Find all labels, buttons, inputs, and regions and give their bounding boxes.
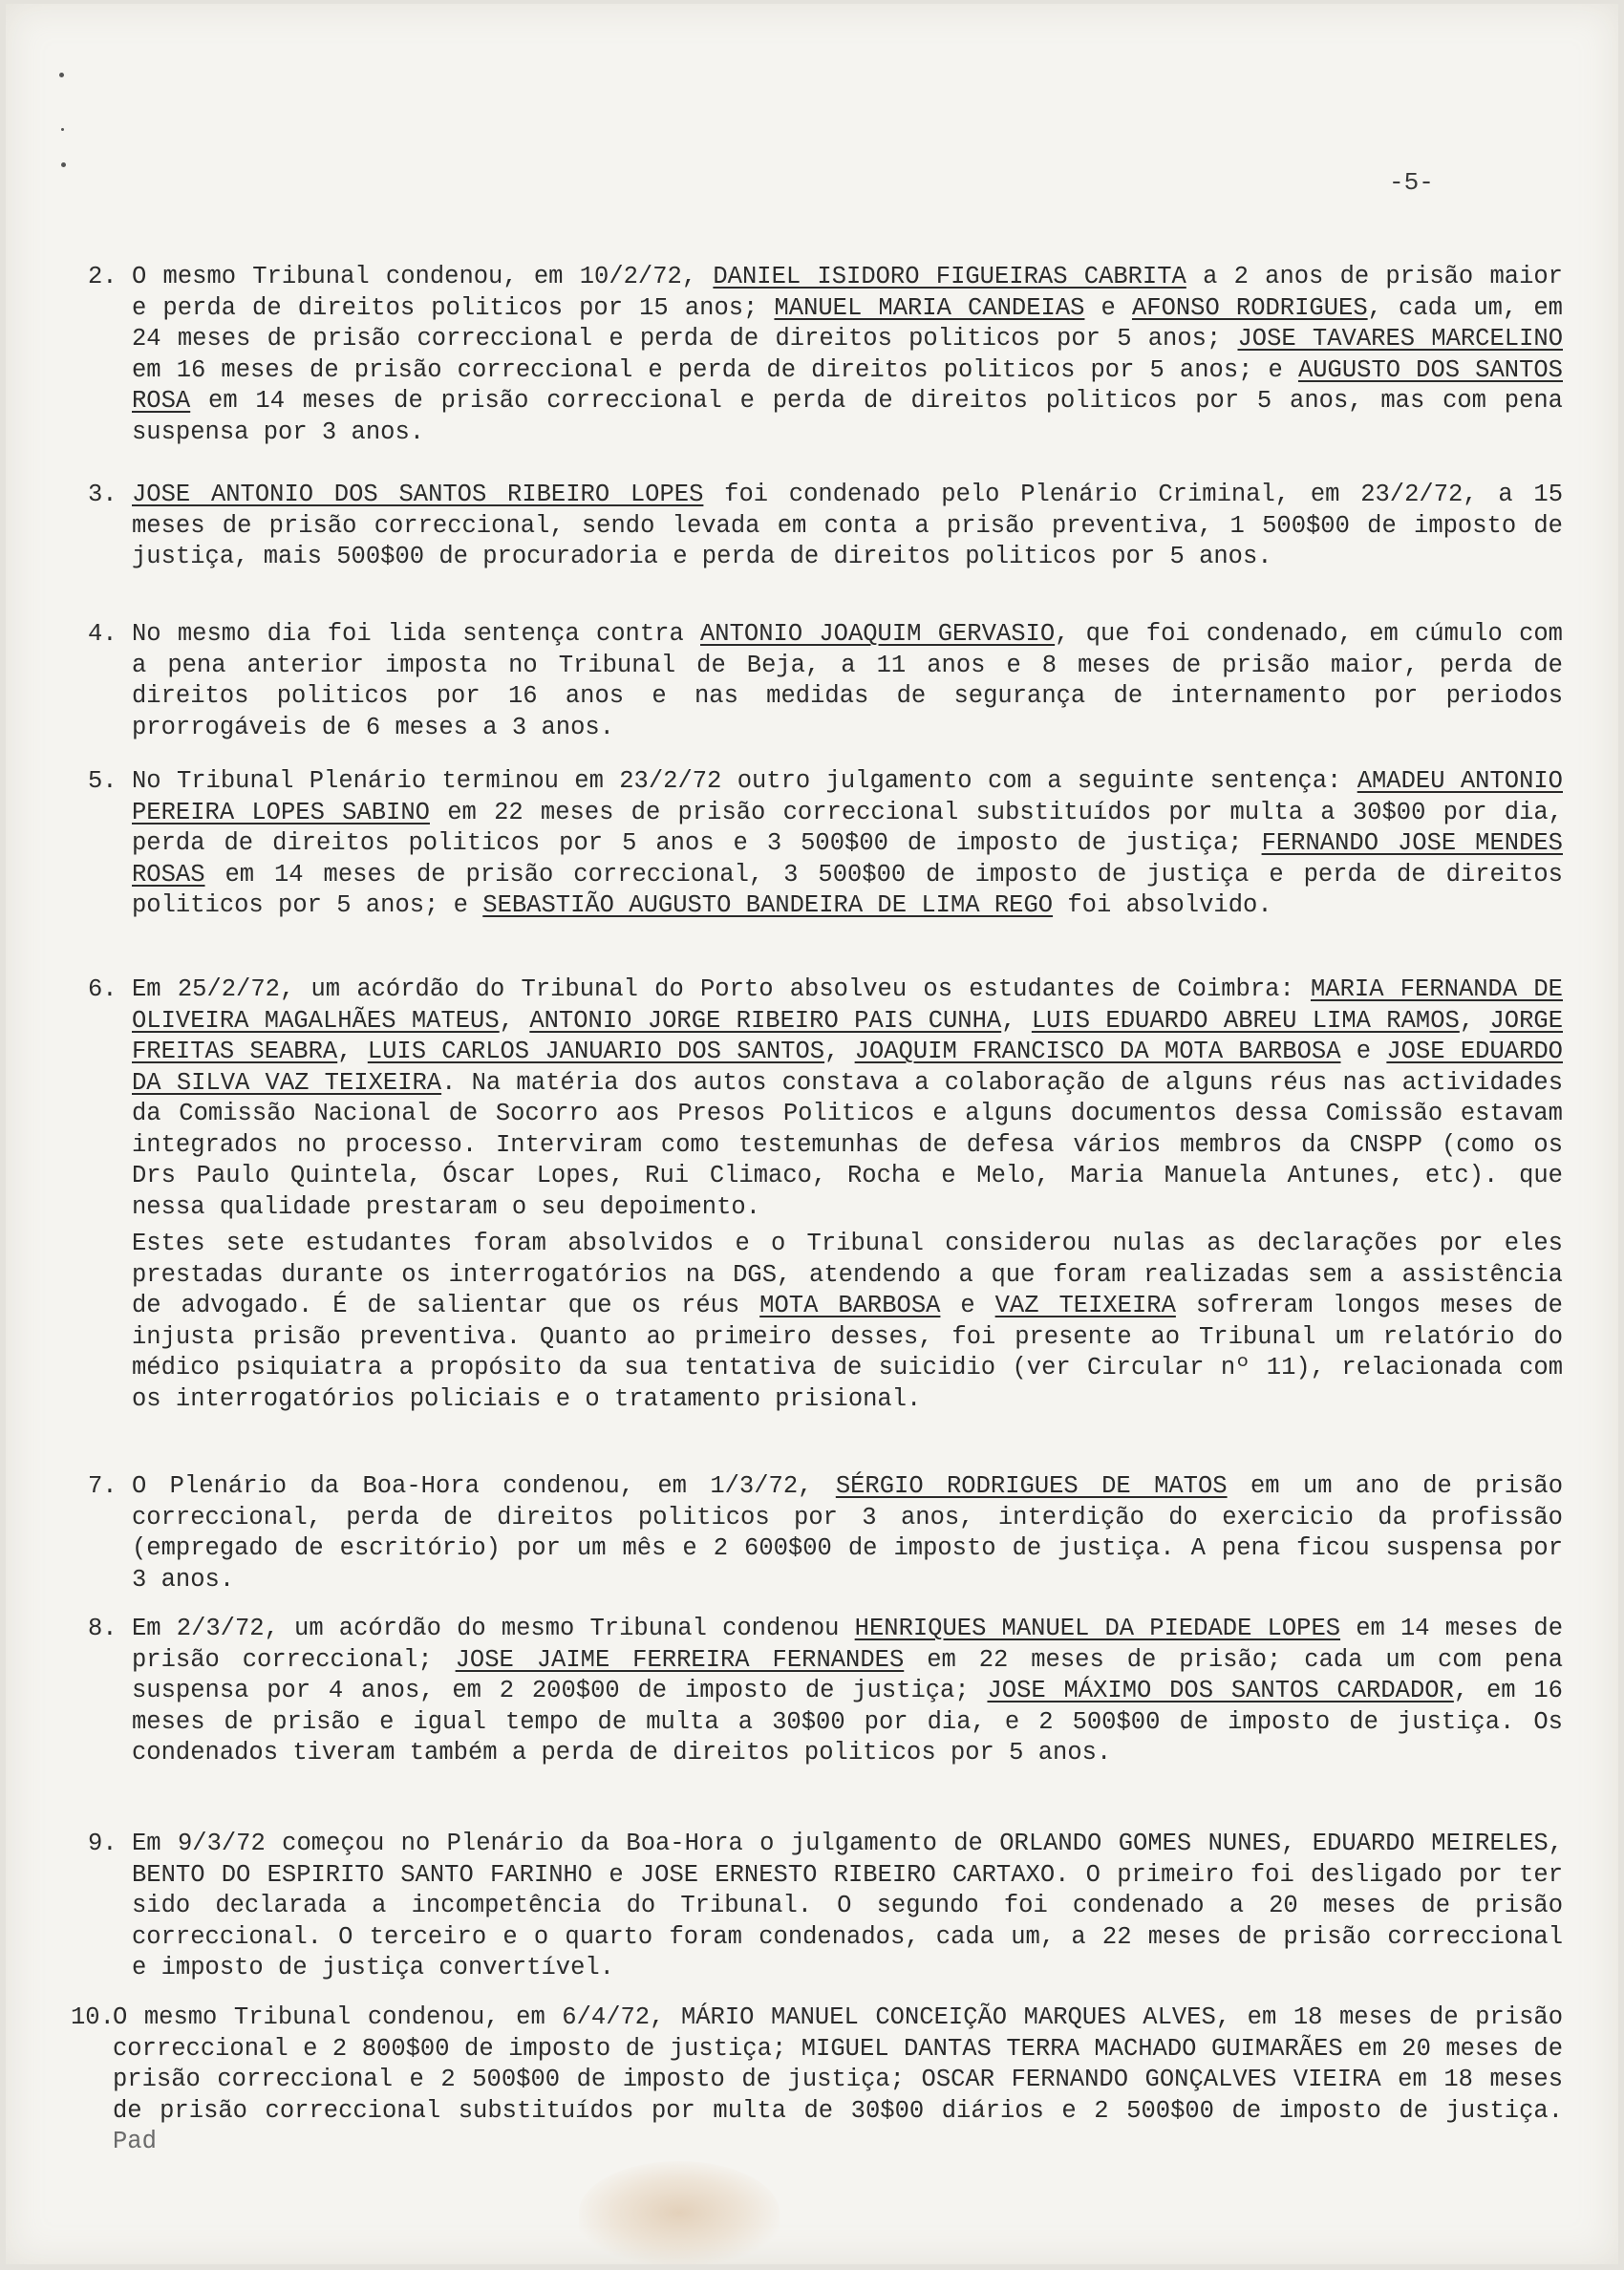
underlined-name: JOSE TAVARES MARCELINO xyxy=(1237,325,1563,353)
underlined-name: ANTONIO JORGE RIBEIRO PAIS CUNHA xyxy=(529,1006,1002,1035)
underlined-name: VAZ TEIXEIRA xyxy=(994,1292,1176,1319)
underlined-name: MOTA BARBOSA xyxy=(759,1292,941,1319)
text-run: e xyxy=(1340,1038,1387,1065)
item-7 xyxy=(88,1471,1563,1595)
item-body xyxy=(120,262,1563,448)
underlined-name: LUIS EDUARDO ABREU LIMA RAMOS xyxy=(1031,1006,1460,1035)
item-number: 7. xyxy=(88,1472,118,1500)
underlined-name: MANUEL MARIA CANDEIAS xyxy=(774,293,1085,322)
item-body xyxy=(120,480,1563,573)
text-run: em 22 meses de prisão; cada um com pena suspensa por 4 anos, em 2 200$00 de imposto de justiça; xyxy=(132,1645,1563,1704)
underlined-name: LUIS CARLOS JANUARIO DOS SANTOS xyxy=(367,1038,825,1065)
item-number: 2. xyxy=(88,263,118,290)
item-paragraph xyxy=(132,1471,1563,1595)
item-paragraph xyxy=(132,1829,1563,1984)
item-3 xyxy=(88,480,1564,573)
underlined-name: JOSE MÁXIMO DOS SANTOS CARDADOR xyxy=(987,1677,1454,1704)
item-number: 5. xyxy=(88,767,118,795)
text-run: , xyxy=(337,1038,368,1065)
item-4 xyxy=(88,619,1563,743)
item-paragraph xyxy=(132,974,1563,1223)
initials-mark: Pad xyxy=(113,2128,157,2155)
item-paragraph xyxy=(113,2002,1563,2158)
item-paragraph xyxy=(132,262,1563,448)
item-body xyxy=(120,1829,1563,1984)
item-body xyxy=(120,619,1563,743)
page-number: -5- xyxy=(1389,168,1434,197)
item-2 xyxy=(88,262,1563,448)
text-run: e xyxy=(940,1292,995,1319)
text-run: foi condenado pelo Plenário Criminal, em 23/2/72, a 15 meses de prisão correccional, sendo levada em conta a prisão preventiva, 1 500$00 de imposto de justiça, mais 500$00 de procuradoria e perda de direitos politicos por 5 anos. xyxy=(132,481,1564,570)
underlined-name: ANTONIO JOAQUIM GERVASIO xyxy=(700,620,1056,648)
underlined-name: JOSE EDUARDO DA SILVA VAZ TEIXEIRA xyxy=(132,1038,1563,1097)
text-run: em um ano de prisão correccional, perda de direitos politicos por 3 anos, interdição do exercicio da profissão (empregado de escritório) por um mês e 2 600$00 de imposto de justiça. A pena ficou suspensa por 3 anos. xyxy=(132,1472,1563,1594)
underlined-name: AUGUSTO DOS SANTOS ROSA xyxy=(132,355,1563,415)
item-number: 8. xyxy=(88,1615,118,1642)
underlined-name: SEBASTIÃO AUGUSTO BANDEIRA DE LIMA REGO xyxy=(482,891,1054,919)
text-run: Em 2/3/72, um acórdão do mesmo Tribunal condenou xyxy=(132,1615,855,1642)
item-paragraph xyxy=(132,766,1563,922)
text-run: em 14 meses de prisão correccional, 3 500$00 de imposto de justiça e perda de direitos politicos por 5 anos; e xyxy=(132,860,1563,919)
text-run: , xyxy=(499,1006,530,1035)
underlined-name: JORGE FREITAS SEABRA xyxy=(132,1006,1563,1065)
underlined-name: JOSE ANTONIO DOS SANTOS RIBEIRO LOPES xyxy=(132,481,704,508)
text-run: em 14 meses de prisão correccional e perda de direitos politicos por 5 anos, mas com pena suspensa por 3 anos. xyxy=(132,387,1563,446)
item-body xyxy=(120,1614,1563,1769)
paper-stain xyxy=(579,2161,780,2264)
item-body xyxy=(101,2002,1563,2158)
item-8 xyxy=(88,1614,1564,1769)
item-paragraph xyxy=(132,480,1563,573)
underlined-name: HENRIQUES MANUEL DA PIEDADE LOPES xyxy=(854,1615,1341,1642)
text-run: , que foi condenado, em cúmulo com a pena anterior imposta no Tribunal de Beja, a 11 anos e 8 meses de prisão maior, perda de direitos politicos por 16 anos e nas medidas de segurança de internamento por periodos prorrogáveis de 6 meses a 3 anos. xyxy=(132,620,1563,741)
item-6 xyxy=(88,974,1563,1415)
text-run: O Plenário da Boa-Hora condenou, em 1/3/72, xyxy=(132,1472,836,1500)
item-body xyxy=(120,974,1563,1415)
text-run: a 2 anos de prisão maior e perda de direitos politicos por 15 anos; xyxy=(132,263,1563,322)
item-number: 10. xyxy=(71,2003,115,2031)
underlined-name: AMADEU ANTONIO PEREIRA LOPES SABINO xyxy=(132,767,1563,826)
item-body xyxy=(120,1471,1563,1595)
text-run: , em 16 meses de prisão e igual tempo de multa a 30$00 por dia, e 2 500$00 de imposto de justiça. Os condenados tiveram também a perda de direitos politicos por 5 anos. xyxy=(132,1677,1563,1767)
text-run: em 16 meses de prisão correccional e perda de direitos politicos por 5 anos; e xyxy=(132,355,1298,384)
text-run: No Tribunal Plenário terminou em 23/2/72 outro julgamento com a seguinte sentença: xyxy=(132,767,1357,795)
underlined-name: SÉRGIO RODRIGUES DE MATOS xyxy=(835,1472,1228,1500)
text-run: O mesmo Tribunal condenou, em 6/4/72, MÁRIO MANUEL CONCEIÇÃO MARQUES ALVES, em 18 meses de prisão correccional e 2 800$00 de imposto de justiça; MIGUEL DANTAS TERRA MACHADO GUIMARÃES em 20 meses de prisão correccional e 2 500$00 de imposto de justiça; OSCAR FERNANDO GONÇALVES VIEIRA em 18 meses de prisão correccional substituídos por multa de 30$00 diários e 2 500$00 de imposto de justiça. xyxy=(113,2003,1563,2125)
underlined-name: FERNANDO JOSE MENDES ROSAS xyxy=(132,829,1563,889)
item-5 xyxy=(88,766,1563,922)
text-run: O mesmo Tribunal condenou, em 10/2/72, xyxy=(132,263,714,290)
item-number: 9. xyxy=(88,1830,118,1857)
punch-mark xyxy=(59,73,64,77)
text-run: em 22 meses de prisão correccional substituídos por multa a 30$00 por dia, perda de direitos politicos por 5 anos e 3 500$00 de imposto de justiça; xyxy=(132,798,1563,857)
punch-mark xyxy=(61,162,66,167)
text-run: sofreram longos meses de injusta prisão preventiva. Quanto ao primeiro desses, foi presente ao Tribunal um relatório do médico psiquiatra a propósito da sua tentativa de suicidio (ver Circular nº 11), relacionada com os interrogatórios policiais e o tratamento prisional. xyxy=(132,1292,1563,1413)
text-run: em 14 meses de prisão correccional; xyxy=(132,1615,1564,1674)
text-run: , xyxy=(1001,1006,1032,1035)
text-run: Estes sete estudantes foram absolvidos e o Tribunal considerou nulas as declarações por eles prestadas durante os interrogatórios na DGS, atendendo a que foram realizadas sem a assistência de advogado. É de salientar que os réus xyxy=(132,1230,1563,1319)
underlined-name: DANIEL ISIDORO FIGUEIRAS CABRITA xyxy=(713,263,1186,290)
text-run: . Na matéria dos autos constava a colaboração de alguns réus nas actividades da Comissão Nacional de Socorro aos Presos Politicos e alguns documentos dessa Comissão estavam integrados no processo. Interviram como testemunhas de defesa vários membros da CNSPP (como os Drs Paulo Quintela, Óscar Lopes, Rui Climaco, Rocha e Melo, Maria Manuela Antunes, etc). que nessa qualidade prestaram o seu depoimento. xyxy=(132,1068,1563,1221)
text-run: Em 9/3/72 começou no Plenário da Boa-Hora o julgamento de ORLANDO GOMES NUNES, EDUARDO MEIRELES, BENTO DO ESPIRITO SANTO FARINHO e JOSE ERNESTO RIBEIRO CARTAXO. O primeiro foi desligado por ter sido declarada a incompetência do Tribunal. O segundo foi condenado a 20 meses de prisão correccional. O terceiro e o quarto foram condenados, cada um, a 22 meses de prisão correccional e imposto de justiça convertível. xyxy=(132,1830,1563,1981)
text-run: No mesmo dia foi lida sentença contra xyxy=(132,620,700,648)
item-paragraph xyxy=(132,619,1563,743)
item-9 xyxy=(88,1829,1563,1984)
text-run: , xyxy=(824,1038,855,1065)
item-paragraph xyxy=(132,1229,1563,1415)
item-number: 4. xyxy=(88,620,118,648)
text-run: foi absolvido. xyxy=(1053,891,1272,919)
underlined-name: MARIA FERNANDA DE OLIVEIRA MAGALHÃES MATEUS xyxy=(132,975,1563,1035)
item-number: 3. xyxy=(88,481,118,508)
underlined-name: JOSE JAIME FERREIRA FERNANDES xyxy=(455,1645,905,1674)
underlined-name: AFONSO RODRIGUES xyxy=(1131,293,1368,322)
text-run: , xyxy=(1459,1006,1490,1035)
item-body xyxy=(120,766,1563,922)
punch-mark xyxy=(61,128,64,131)
document-page xyxy=(6,4,1618,2264)
text-run: e xyxy=(1084,293,1132,322)
item-number: 6. xyxy=(88,975,118,1003)
text-run: , cada um, em 24 meses de prisão correccional e perda de direitos politicos por 5 anos; xyxy=(132,293,1563,353)
underlined-name: JOAQUIM FRANCISCO DA MOTA BARBOSA xyxy=(854,1038,1341,1065)
text-run: Em 25/2/72, um acórdão do Tribunal do Porto absolveu os estudantes de Coimbra: xyxy=(132,975,1311,1003)
item-10 xyxy=(71,2002,1563,2158)
item-paragraph xyxy=(132,1614,1563,1769)
